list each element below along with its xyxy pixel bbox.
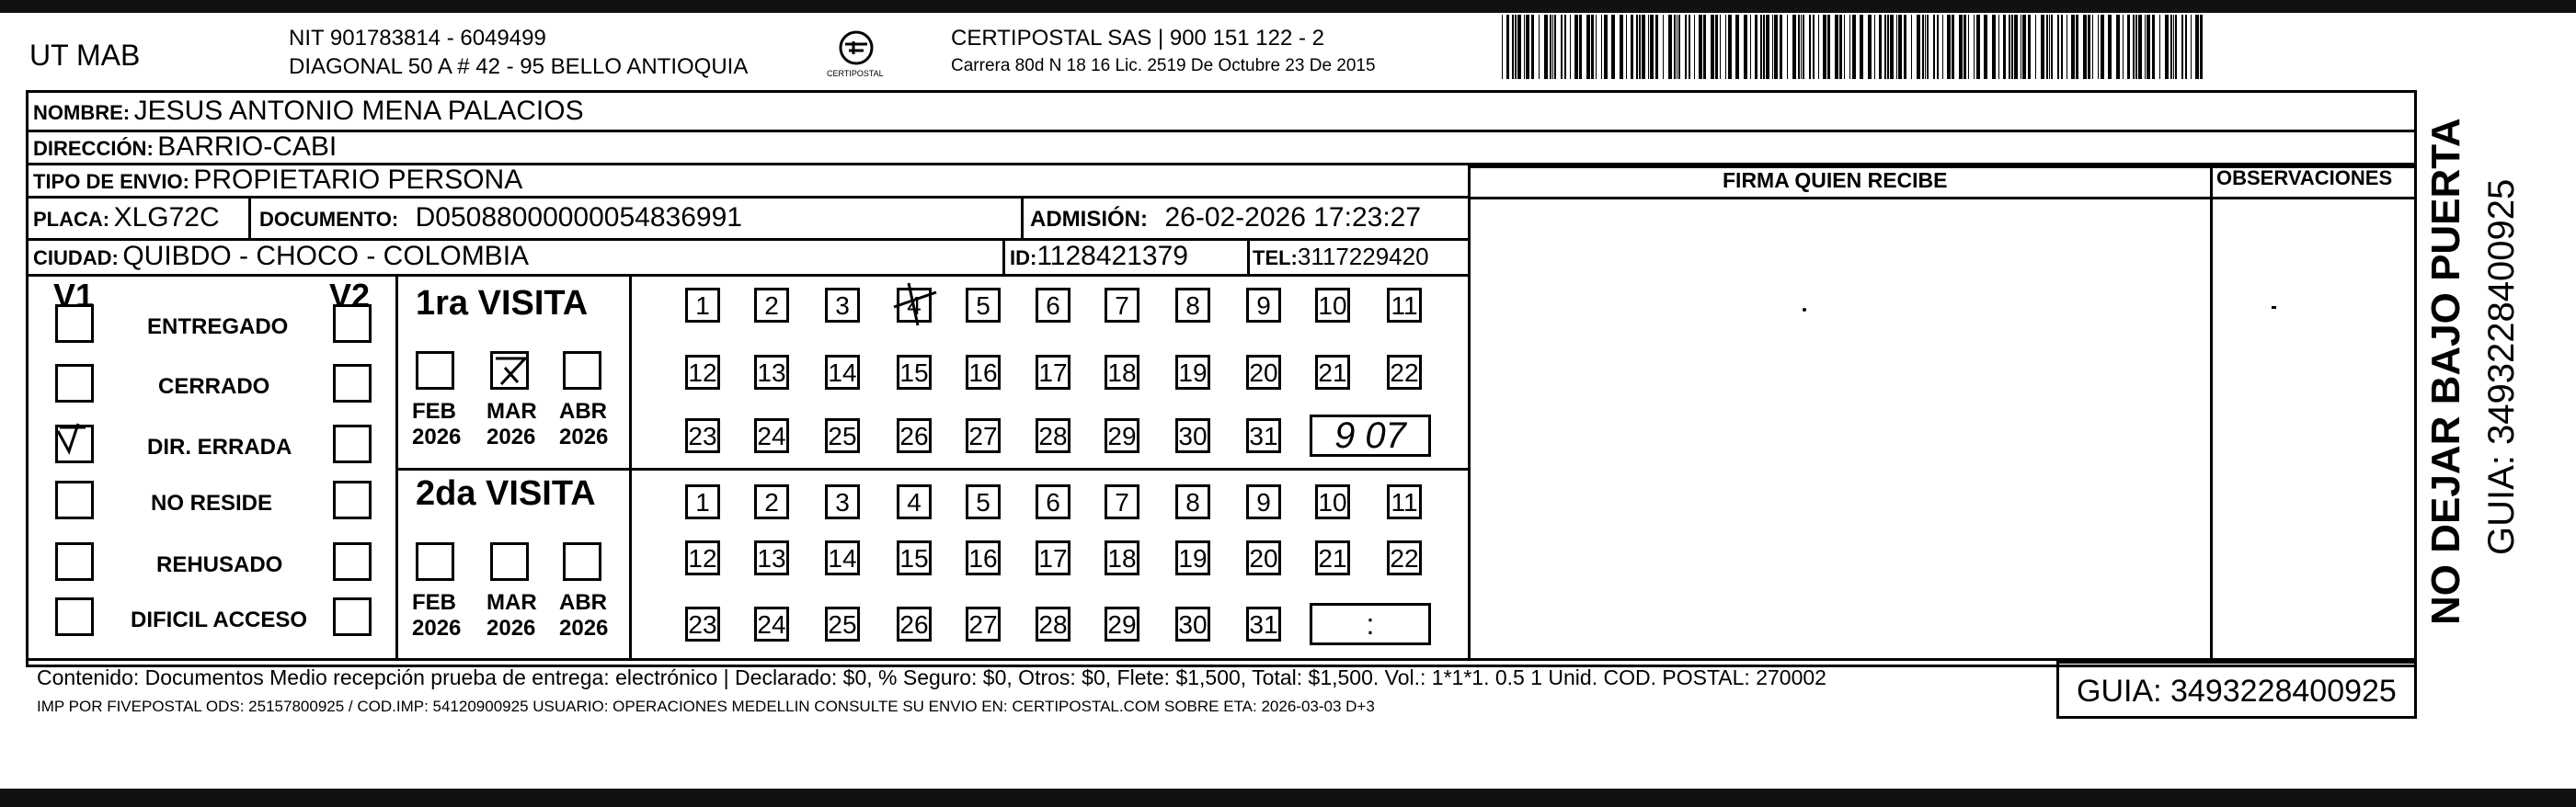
v1-header: V1: [53, 277, 95, 314]
logo-text: CERTIPOSTAL: [827, 69, 884, 78]
second-day-box[interactable]: 17: [1036, 540, 1070, 575]
first-day-box[interactable]: 26: [897, 418, 932, 453]
first-day-box[interactable]: 9: [1246, 288, 1281, 323]
second-day-box[interactable]: 23: [685, 607, 720, 642]
placa-row: [33, 204, 220, 232]
second-day-box[interactable]: 11: [1387, 484, 1422, 519]
v2-checkbox[interactable]: [333, 481, 372, 519]
id-row: [1010, 243, 1188, 270]
guia-footer: GUIA: 3493228400925: [2077, 674, 2397, 709]
second-day-box[interactable]: 16: [966, 540, 1001, 575]
v1-checkbox[interactable]: [55, 481, 94, 519]
col-line: [629, 274, 632, 661]
second-day-box[interactable]: 6: [1036, 484, 1070, 519]
observation-mark: [2272, 306, 2276, 309]
v1-checkbox[interactable]: [55, 304, 94, 343]
documento-value: D05088000000054836991: [415, 202, 742, 233]
nombre-value: JESUS ANTONIO MENA PALACIOS: [133, 96, 584, 126]
v2-checkbox[interactable]: [333, 304, 372, 343]
first-day-box[interactable]: 19: [1175, 355, 1210, 390]
status-label: DIR. ERRADA: [147, 435, 292, 460]
v2-checkbox[interactable]: [333, 425, 372, 463]
first-day-box[interactable]: 16: [966, 355, 1001, 390]
ciudad-row: [33, 243, 529, 270]
cross-out-icon: [890, 279, 940, 329]
second-year-label: 2026: [412, 616, 462, 641]
first-month-label: ABR: [559, 399, 607, 424]
company-name: CERTIPOSTAL SAS | 900 151 122 - 2: [951, 26, 1324, 51]
sender-address: DIAGONAL 50 A # 42 - 95 BELLO ANTIOQUIA: [289, 54, 749, 79]
col-line: [2210, 163, 2213, 661]
direccion-value: BARRIO-CABI: [157, 131, 338, 162]
second-month-label: MAR: [487, 590, 537, 615]
placa-label: PLACA:: [33, 208, 110, 231]
first-day-box[interactable]: 21: [1315, 355, 1350, 390]
first-day-box[interactable]: 2: [754, 288, 789, 323]
first-day-box[interactable]: 31: [1246, 418, 1281, 453]
first-day-box[interactable]: 11: [1387, 288, 1422, 323]
first-day-box[interactable]: 12: [685, 355, 720, 390]
second-day-box[interactable]: 19: [1175, 540, 1210, 575]
first-year-label: 2026: [412, 425, 462, 449]
second-day-box[interactable]: 14: [825, 540, 860, 575]
certipostal-logo: [823, 26, 889, 81]
admision-label: ADMISIÓN:: [1030, 207, 1148, 232]
second-day-box[interactable]: 15: [897, 540, 932, 575]
second-day-box[interactable]: 3: [825, 484, 860, 519]
second-day-box[interactable]: 29: [1105, 607, 1139, 642]
imp-text: IMP POR FIVEPOSTAL ODS: 25157800925 / COD.IMP: 54120900925 USUARIO: OPERACIONES MEDELLIN CONSULTE SU ENVIO EN: CERTIPOSTAL.COM SOBRE ETA: 2026-03-03 D+3: [37, 698, 1375, 715]
check-mark-icon: [52, 415, 91, 453]
sender-name: UT MAB: [29, 39, 141, 72]
ciudad-value: QUIBDO - CHOCO - COLOMBIA: [122, 241, 530, 271]
first-year-label: 2026: [487, 425, 536, 449]
company-address: Carrera 80d N 18 16 Lic. 2519 De Octubre 23 De 2015: [951, 56, 1376, 75]
contenido-text: Contenido: Documentos Medio recepción prueba de entrega: electrónico | Declarado: $0, % Seguro: $0, Otros: $0, Flete: $1,500, Total: $1,500. Vol.: 1*1*1. 0.5 1 Unid. COD. POSTAL: 270002: [37, 665, 1826, 689]
check-mark-icon: [490, 351, 529, 390]
first-day-box[interactable]: 5: [966, 288, 1001, 323]
direccion-label: DIRECCIÓN:: [33, 137, 154, 160]
tipo-value: PROPIETARIO PERSONA: [193, 165, 523, 195]
col-line: [395, 274, 398, 661]
second-month-label: ABR: [559, 590, 607, 615]
first-month-checkbox[interactable]: [416, 351, 454, 390]
id-value: 1128421379: [1036, 241, 1188, 271]
v1-checkbox[interactable]: [55, 364, 94, 403]
second-day-box[interactable]: 22: [1387, 540, 1422, 575]
v1-checkbox[interactable]: [55, 542, 94, 581]
barcode-icon: [1502, 15, 2204, 79]
first-day-box[interactable]: 30: [1175, 418, 1210, 453]
second-day-box[interactable]: 10: [1315, 484, 1350, 519]
first-month-checkbox[interactable]: [490, 351, 529, 390]
first-day-box[interactable]: 24: [754, 418, 789, 453]
first-month-checkbox[interactable]: [563, 351, 601, 390]
id-label: ID:: [1010, 246, 1037, 269]
second-day-box[interactable]: 27: [966, 607, 1001, 642]
row-line: [1468, 197, 2417, 199]
second-day-box[interactable]: 7: [1105, 484, 1139, 519]
v2-checkbox[interactable]: [333, 542, 372, 581]
tel-row: [1253, 244, 1429, 268]
second-day-box[interactable]: 1: [685, 484, 720, 519]
col-line: [1002, 238, 1005, 274]
second-day-box[interactable]: 21: [1315, 540, 1350, 575]
first-day-box[interactable]: 1: [685, 288, 720, 323]
second-day-box[interactable]: 8: [1175, 484, 1210, 519]
col-line: [248, 196, 251, 238]
second-day-box[interactable]: 25: [825, 607, 860, 642]
second-month-checkbox[interactable]: [490, 542, 529, 581]
second-day-box[interactable]: 18: [1105, 540, 1139, 575]
first-day-box[interactable]: 22: [1387, 355, 1422, 390]
second-day-box[interactable]: 30: [1175, 607, 1210, 642]
firma-label: FIRMA QUIEN RECIBE: [1723, 168, 1948, 192]
first-day-box[interactable]: 3: [825, 288, 860, 323]
row-line: [26, 196, 1468, 199]
second-day-box[interactable]: 9: [1246, 484, 1281, 519]
second-day-box[interactable]: 28: [1036, 607, 1070, 642]
first-day-box[interactable]: 20: [1246, 355, 1281, 390]
tel-value: 3117229420: [1297, 243, 1429, 270]
second-day-box[interactable]: 4: [897, 484, 932, 519]
top-black-border: [0, 0, 2576, 13]
row-line: [26, 274, 1468, 277]
tipo-row: [33, 166, 522, 194]
observaciones-label: OBSERVACIONES: [2216, 166, 2393, 189]
col-line: [1021, 196, 1024, 238]
first-day-box[interactable]: 29: [1105, 418, 1139, 453]
second-month-checkbox[interactable]: [416, 542, 454, 581]
sender-nit: NIT 901783814 - 6049499: [289, 26, 546, 51]
status-label: REHUSADO: [156, 552, 283, 577]
first-day-box[interactable]: 13: [754, 355, 789, 390]
signature-mark: [1803, 308, 1806, 312]
second-day-box[interactable]: 13: [754, 540, 789, 575]
tel-label: TEL:: [1253, 246, 1298, 269]
first-day-box[interactable]: 17: [1036, 355, 1070, 390]
status-label: ENTREGADO: [147, 314, 289, 339]
second-month-checkbox[interactable]: [563, 542, 601, 581]
barcode: [1502, 15, 2204, 79]
first-day-box[interactable]: 8: [1175, 288, 1210, 323]
second-day-box[interactable]: 24: [754, 607, 789, 642]
second-day-box[interactable]: 20: [1246, 540, 1281, 575]
col-line: [1468, 163, 1471, 661]
no-dejar-bajo-puerta: NO DEJAR BAJO PUERTA: [2423, 118, 2468, 625]
status-label: NO RESIDE: [151, 491, 273, 516]
second-day-box[interactable]: 31: [1246, 607, 1281, 642]
ciudad-label: CIUDAD:: [33, 246, 119, 269]
first-day-box[interactable]: 6: [1036, 288, 1070, 323]
second-year-label: 2026: [487, 616, 536, 641]
first-day-box[interactable]: 23: [685, 418, 720, 453]
placa-value: XLG72C: [113, 202, 220, 233]
row-line: [26, 130, 2417, 132]
first-year-label: 2026: [559, 425, 609, 449]
direccion-row: [33, 133, 337, 161]
v2-checkbox[interactable]: [333, 597, 372, 636]
first-month-label: FEB: [412, 399, 456, 424]
col-line: [1247, 238, 1250, 274]
first-day-box[interactable]: 25: [825, 418, 860, 453]
second-year-label: 2026: [559, 616, 609, 641]
v2-header: V2: [329, 277, 371, 314]
status-label: DIFICIL ACCESO: [131, 608, 308, 632]
first-day-box[interactable]: 15: [897, 355, 932, 390]
first-day-box[interactable]: 18: [1105, 355, 1139, 390]
second-day-box[interactable]: 26: [897, 607, 932, 642]
admision-row: [1030, 204, 1421, 232]
first-day-box[interactable]: 10: [1315, 288, 1350, 323]
second-day-box[interactable]: 12: [685, 540, 720, 575]
first-month-label: MAR: [487, 399, 537, 424]
nombre-row: [33, 97, 584, 125]
second-month-label: FEB: [412, 590, 456, 615]
row-line: [395, 468, 1468, 471]
bottom-black-border: [0, 789, 2576, 807]
second-visit-title: 2da VISITA: [416, 474, 596, 513]
tipo-label: TIPO DE ENVIO:: [33, 170, 189, 193]
status-label: CERRADO: [158, 374, 270, 399]
v1-checkbox[interactable]: [55, 425, 94, 463]
v1-checkbox[interactable]: [55, 597, 94, 636]
nombre-label: NOMBRE:: [33, 101, 131, 124]
second-time-box[interactable]: :: [1310, 603, 1431, 645]
first-time-box[interactable]: 9 07: [1310, 415, 1431, 457]
v2-checkbox[interactable]: [333, 364, 372, 403]
first-day-box[interactable]: 7: [1105, 288, 1139, 323]
second-day-box[interactable]: 2: [754, 484, 789, 519]
first-day-box[interactable]: 28: [1036, 418, 1070, 453]
first-visit-title: 1ra VISITA: [416, 284, 589, 323]
documento-label: DOCUMENTO:: [259, 208, 399, 231]
admision-value: 26-02-2026 17:23:27: [1164, 202, 1422, 233]
second-day-box[interactable]: 5: [966, 484, 1001, 519]
documento-row: [259, 204, 742, 232]
first-day-box[interactable]: 14: [825, 355, 860, 390]
side-guia: GUIA: 3493228400925: [2481, 178, 2522, 555]
first-day-box[interactable]: 27: [966, 418, 1001, 453]
first-day-box[interactable]: 4: [897, 288, 932, 323]
